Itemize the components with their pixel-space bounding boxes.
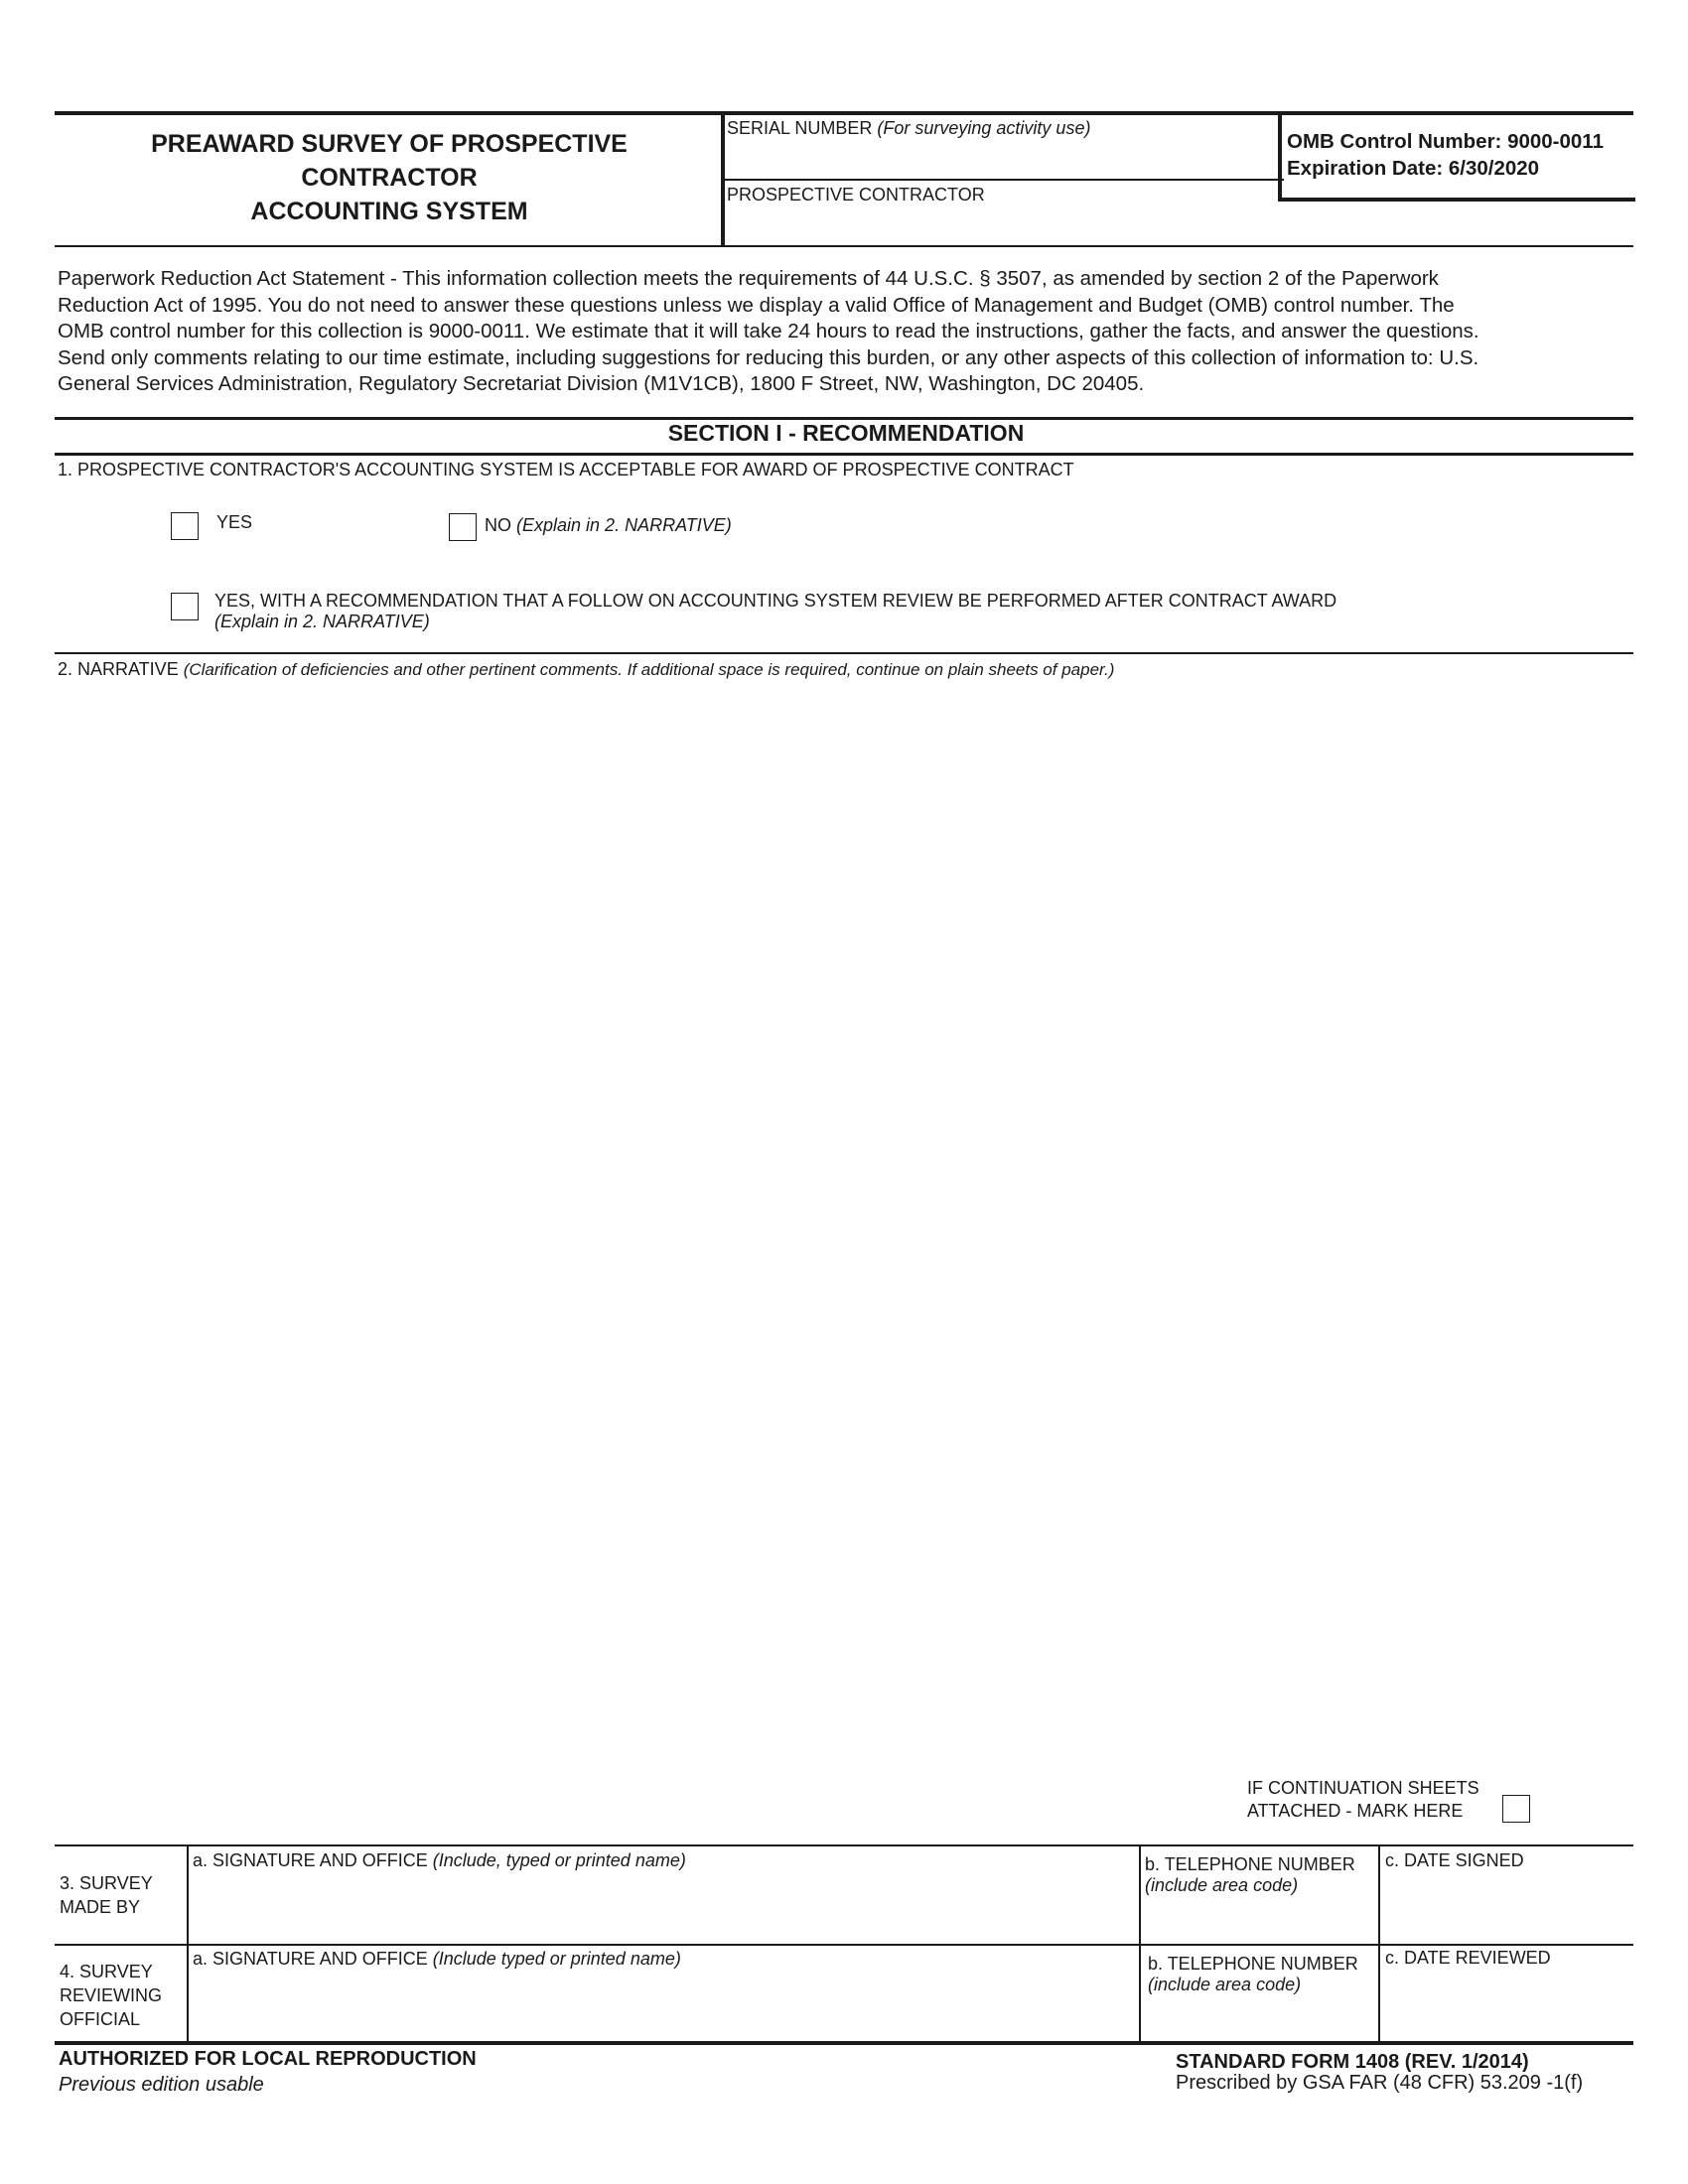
form-title <box>57 127 722 228</box>
prescribed-by: Prescribed by GSA FAR (48 CFR) 53.209 -1(f) <box>1176 2072 1584 2094</box>
pra-line: General Services Administration, Regulatory Secretariat Division (M1V1CB), 1800 F Street, NW, Washington, DC 20405. <box>58 372 1145 396</box>
date-signed-label: c. DATE SIGNED <box>1385 1850 1524 1870</box>
yes-with-recommendation-label <box>214 591 1336 632</box>
pra-line: Reduction Act of 1995. You do not need to answer these questions unless we display a valid Office of Management and Budget (OMB) control number. The <box>58 293 1455 317</box>
telephone-label-text: b. TELEPHONE NUMBER <box>1145 1854 1355 1874</box>
date-reviewed-field[interactable] <box>1382 1974 1630 2039</box>
reviewing-official-telephone-field[interactable] <box>1143 1997 1375 2039</box>
continuation-sheets-checkbox[interactable] <box>1502 1795 1530 1823</box>
no-label <box>485 515 732 536</box>
previous-edition-note: Previous edition usable <box>59 2074 264 2096</box>
section-1-bottom-rule <box>55 453 1633 456</box>
form-title-line-1: PREAWARD SURVEY OF PROSPECTIVE <box>151 130 628 158</box>
paperwork-reduction-statement <box>58 266 1646 398</box>
date-reviewed-label: c. DATE REVIEWED <box>1385 1948 1551 1968</box>
authorized-reproduction: AUTHORIZED FOR LOCAL REPRODUCTION <box>59 2048 477 2070</box>
section-1-title: SECTION I - RECOMMENDATION <box>667 420 1025 446</box>
date-signed-field[interactable] <box>1382 1874 1630 1940</box>
omb-box <box>1287 128 1604 182</box>
reviewing-official-signature-field[interactable] <box>191 1974 1134 2039</box>
survey-made-by-signature-label <box>193 1850 686 1871</box>
survey-reviewing-line: REVIEWING <box>60 1985 163 2005</box>
reviewing-official-signature-label <box>193 1949 681 1970</box>
form-title-line-3: ACCOUNTING SYSTEM <box>250 198 528 225</box>
telephone-hint: (include area code) <box>1148 1975 1302 1994</box>
yes-with-recommendation-checkbox[interactable] <box>171 593 199 620</box>
survey-reviewing-line: OFFICIAL <box>60 2009 141 2029</box>
no-hint: (Explain in 2. NARRATIVE) <box>516 515 732 535</box>
pra-line: Send only comments relating to our time estimate, including suggestions for reducing this burden, or any other aspects of this collection of information to: U.S. <box>58 345 1479 369</box>
yes-with-recommendation-hint: (Explain in 2. NARRATIVE) <box>214 612 430 631</box>
serial-number-field[interactable] <box>727 141 1273 175</box>
yes-with-recommendation-text: YES, WITH A RECOMMENDATION THAT A FOLLOW ON ACCOUNTING SYSTEM REVIEW BE PERFORMED AFTER CONTRACT AWARD <box>214 591 1337 611</box>
signature-block-bottom-rule <box>55 2041 1633 2045</box>
survey-reviewing-official-label <box>60 1960 162 2031</box>
yes-label: YES <box>216 512 253 532</box>
telephone-hint: (include area code) <box>1145 1875 1299 1895</box>
signature-block-middle-rule <box>55 1944 1633 1946</box>
signature-col-divider-1 <box>187 1844 189 2043</box>
narrative-label <box>58 659 1114 680</box>
survey-made-by-line: MADE BY <box>60 1897 141 1917</box>
signature-hint: (Include typed or printed name) <box>432 1949 681 1969</box>
survey-made-by-telephone-field[interactable] <box>1143 1898 1375 1940</box>
header-bottom-rule <box>55 245 1633 247</box>
survey-made-by-signature-field[interactable] <box>191 1874 1134 1940</box>
pra-line: Paperwork Reduction Act Statement - This information collection meets the requirements of 44 U.S.C. § 3507, as amended by section 2 of the Paperwork <box>58 267 1439 290</box>
signature-label-text: a. SIGNATURE AND OFFICE <box>193 1949 433 1969</box>
telephone-label-text: b. TELEPHONE NUMBER <box>1148 1954 1358 1974</box>
serial-number-label-text: SERIAL NUMBER <box>727 118 873 138</box>
signature-col-divider-3 <box>1378 1844 1380 2043</box>
form-title-line-2: CONTRACTOR <box>301 164 478 192</box>
signature-label-text: a. SIGNATURE AND OFFICE <box>193 1850 433 1870</box>
serial-number-hint: (For surveying activity use) <box>877 118 1091 138</box>
standard-form-number: STANDARD FORM 1408 (REV. 1/2014) <box>1176 2051 1529 2073</box>
continuation-line-1: IF CONTINUATION SHEETS <box>1247 1778 1479 1798</box>
signature-col-divider-2 <box>1139 1844 1141 2043</box>
omb-box-left <box>1278 111 1282 202</box>
prospective-contractor-label: PROSPECTIVE CONTRACTOR <box>727 185 985 205</box>
reviewing-official-telephone-label <box>1148 1954 1358 1995</box>
pra-line: OMB control number for this collection is 9000-0011. We estimate that it will take 24 hours to read the instructions, gather the facts, and answer the questions. <box>58 320 1479 343</box>
omb-expiration-date: Expiration Date: 6/30/2020 <box>1287 157 1540 180</box>
header-top-rule <box>55 111 1633 115</box>
item-1-label: 1. PROSPECTIVE CONTRACTOR'S ACCOUNTING SYSTEM IS ACCEPTABLE FOR AWARD OF PROSPECTIVE CONTRACT <box>58 460 1074 479</box>
survey-made-by-label <box>60 1871 153 1919</box>
no-label-text: NO <box>485 515 517 535</box>
yes-checkbox[interactable] <box>171 512 199 540</box>
narrative-hint: (Clarification of deficiencies and other pertinent comments. If additional space is required, continue on plain sheets of paper.) <box>183 660 1115 679</box>
survey-reviewing-line: 4. SURVEY <box>60 1962 153 1981</box>
continuation-sheets-label <box>1247 1778 1479 1822</box>
narrative-textarea[interactable] <box>58 687 1632 1759</box>
narrative-label-text: 2. NARRATIVE <box>58 659 184 679</box>
signature-hint: (Include, typed or printed name) <box>432 1850 686 1870</box>
survey-made-by-telephone-label <box>1145 1854 1355 1896</box>
continuation-line-2: ATTACHED - MARK HERE <box>1247 1801 1464 1821</box>
omb-box-bottom <box>1278 198 1635 202</box>
narrative-top-rule <box>55 652 1633 654</box>
serial-number-label <box>727 118 1090 139</box>
signature-block-top-rule <box>55 1844 1633 1846</box>
prospective-contractor-field[interactable] <box>727 206 1620 242</box>
omb-control-number: OMB Control Number: 9000-0011 <box>1287 130 1604 153</box>
survey-made-by-line: 3. SURVEY <box>60 1873 153 1893</box>
serial-contractor-divider <box>723 179 1284 181</box>
no-checkbox[interactable] <box>449 513 477 541</box>
